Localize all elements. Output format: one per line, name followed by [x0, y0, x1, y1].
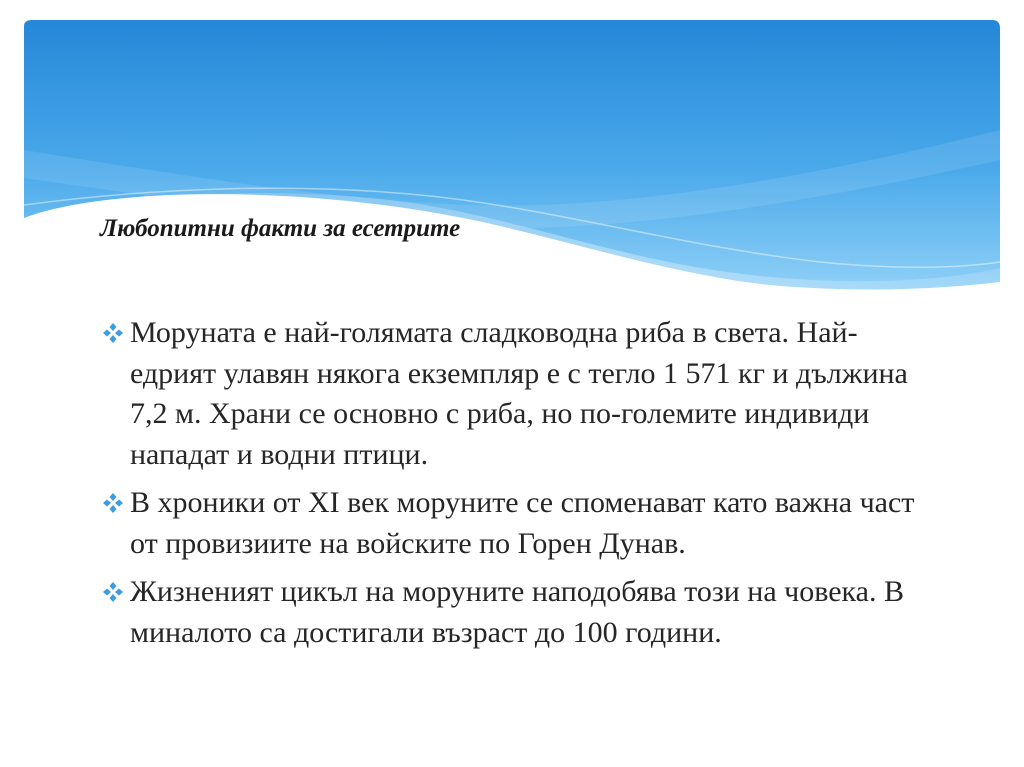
bullet-item: [102, 483, 922, 564]
four-diamond-bullet-icon: [102, 322, 124, 344]
bullet-text: Моруната е най-голямата сладководна риба в света. Най-едрият улавян някога екземпляр е с тегло 1 571 кг и дължина 7,2 м. Храни се основно с риба, но по-големите индивиди нападат и водни птици.: [130, 316, 908, 471]
sky-wave-banner: [0, 0, 1024, 300]
bullet-text: В хроники от XI век моруните се споменават като важна част от провизиите на войските по Горен Дунав.: [130, 486, 915, 560]
bullet-list: [102, 313, 922, 661]
four-diamond-bullet-icon: [102, 492, 124, 514]
four-diamond-bullet-icon: [102, 581, 124, 603]
bullet-item: [102, 313, 922, 475]
bullet-text: Жизненият цикъл на моруните наподобява този на човека. В миналото са достигали възраст до 100 години.: [130, 575, 904, 649]
slide-title: Любопитни факти за есетрите: [100, 215, 461, 242]
bullet-item: [102, 572, 922, 653]
